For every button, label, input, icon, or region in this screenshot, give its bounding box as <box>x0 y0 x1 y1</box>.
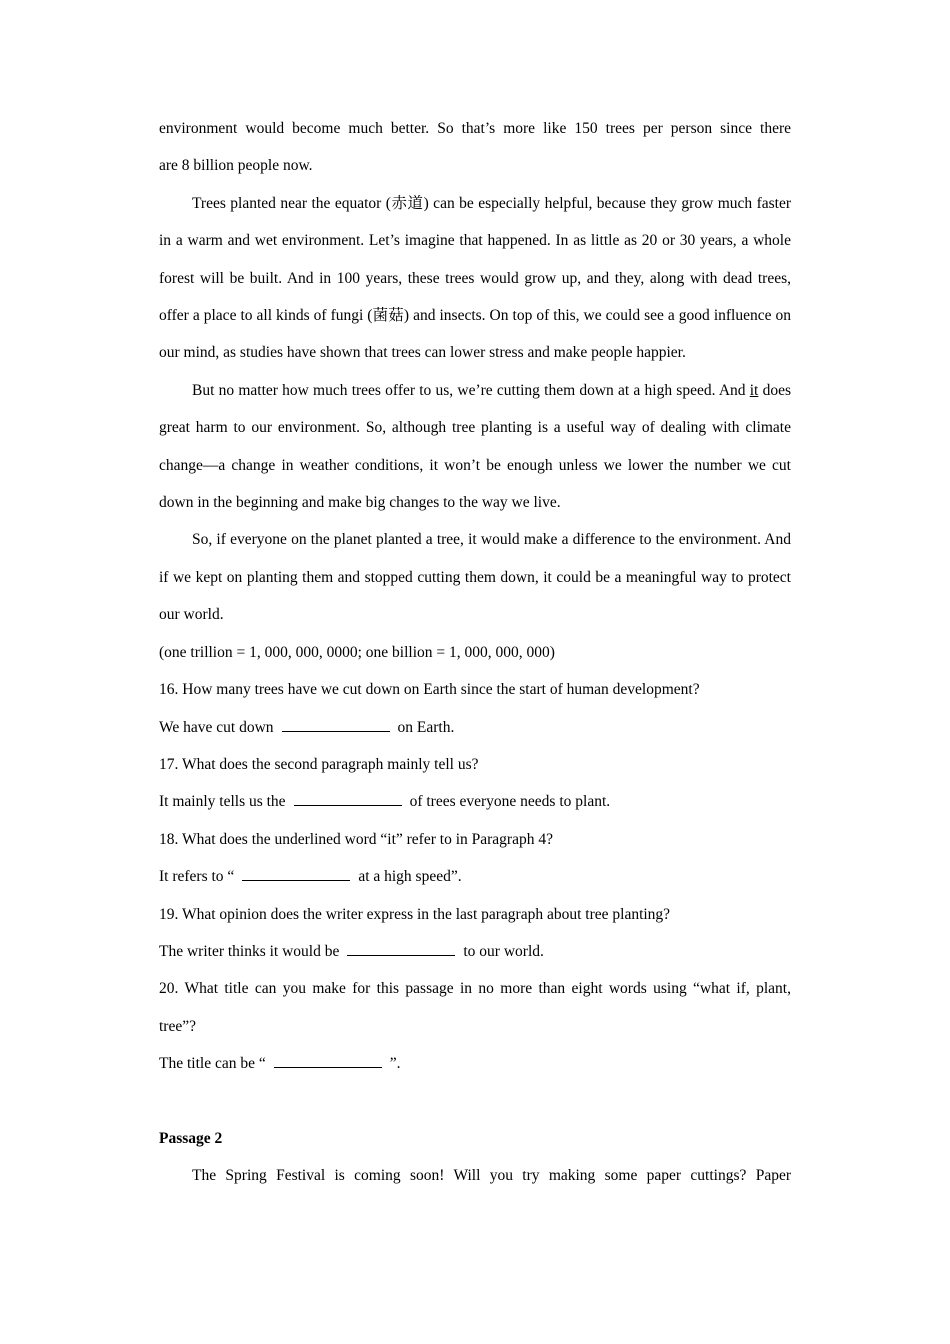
passage1-p1-line2: are 8 billion people now. <box>159 157 313 175</box>
answer-18-before: It refers to “ <box>159 868 235 886</box>
answer-17 <box>159 783 791 820</box>
answer-18 <box>159 858 791 895</box>
question-19: 19. What opinion does the writer express in the last paragraph about tree planting? <box>159 905 671 923</box>
answer-19 <box>159 933 791 970</box>
answer-17-before: It mainly tells us the <box>159 793 286 811</box>
answer-20-before: The title can be “ <box>159 1055 266 1073</box>
answer-20-blank[interactable] <box>274 1052 382 1068</box>
passage1-paragraph-3 <box>159 372 791 522</box>
question-18: 18. What does the underlined word “it” refer to in Paragraph 4? <box>159 830 553 848</box>
answer-17-after: of trees everyone needs to plant. <box>409 793 611 811</box>
answer-16-after: on Earth. <box>397 718 455 736</box>
question-20-line1: 20. What title can you make for this passage in no more than eight words using “what if, plant, <box>159 980 791 998</box>
answer-19-before: The writer thinks it would be <box>159 942 340 960</box>
number-note: (one trillion = 1, 000, 000, 0000; one billion = 1, 000, 000, 000) <box>159 643 555 661</box>
passage2-heading: Passage 2 <box>159 1129 223 1147</box>
passage1-paragraph-4: So, if everyone on the planet planted a tree, it would make a difference to the environment. And if we kept on planting them and stopped cutting them down, it could be a meaningful way to protect our world. <box>159 531 791 624</box>
question-17: 17. What does the second paragraph mainly tell us? <box>159 755 479 773</box>
underlined-it: it <box>749 381 759 399</box>
passage2-first-line: The Spring Festival is coming soon! Will you try making some paper cuttings? Paper <box>192 1167 791 1185</box>
document-page <box>159 110 791 1195</box>
section-spacer <box>159 1083 791 1120</box>
question-16: 16. How many trees have we cut down on Earth since the start of human development? <box>159 681 700 699</box>
answer-19-after: to our world. <box>463 942 544 960</box>
answer-19-blank[interactable] <box>347 940 455 956</box>
question-20-line2: tree”? <box>159 1017 196 1035</box>
answer-20-after: ”. <box>389 1055 401 1073</box>
answer-18-after: at a high speed”. <box>358 868 462 886</box>
answer-18-blank[interactable] <box>242 865 350 881</box>
answer-17-blank[interactable] <box>294 790 402 806</box>
answer-20 <box>159 1045 791 1082</box>
passage1-p1-line1: environment would become much better. So that’s more like 150 trees per person since there <box>159 120 791 137</box>
answer-16 <box>159 709 791 746</box>
answer-16-before: We have cut down <box>159 718 274 736</box>
p3-rest-text: does great harm to our environment. So, although tree planting is a useful way of dealing with climate change—a change in weather conditions, it won’t be enough unless we lower the number we cut down in the beginning and make big changes to the way we live. <box>159 381 791 512</box>
passage1-paragraph-2: Trees planted near the equator (赤道) can be especially helpful, because they grow much faster in a warm and wet environment. Let’s imagine that happened. In as little as 20 or 30 years, a whole forest will be built. And in 100 years, these trees would grow up, and they, along with dead trees, offer a place to all kinds of fungi (菌菇) and insects. On top of this, we could see a good influence on our mind, as studies have shown that trees can lower stress and make people happier. <box>159 194 791 362</box>
answer-16-blank[interactable] <box>282 716 390 732</box>
p3-start-text: But no matter how much trees offer to us, we’re cutting them down at a high speed. And <box>192 381 746 399</box>
